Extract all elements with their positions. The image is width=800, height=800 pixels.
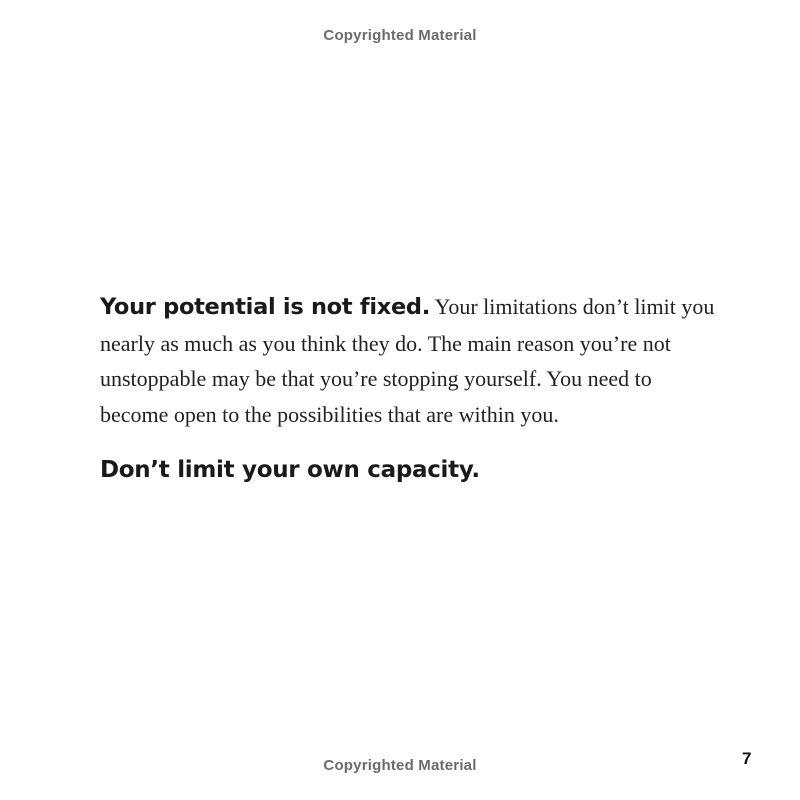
copyright-watermark-bottom: Copyrighted Material [323,757,477,774]
page-number: 7 [742,749,752,768]
closing-line: Don’t limit your own capacity. [100,457,480,483]
paragraph-text: Your limitations don’t limit you nearly as much as you think they do. The main reason you’re not unstoppable may be that you’re stopping yourself. You need to become open to the possibilities that are within you. [100,294,715,427]
body-paragraph [100,289,720,432]
copyright-watermark-top: Copyrighted Material [323,27,477,44]
lead-sentence: Your potential is not fixed. [100,294,430,320]
